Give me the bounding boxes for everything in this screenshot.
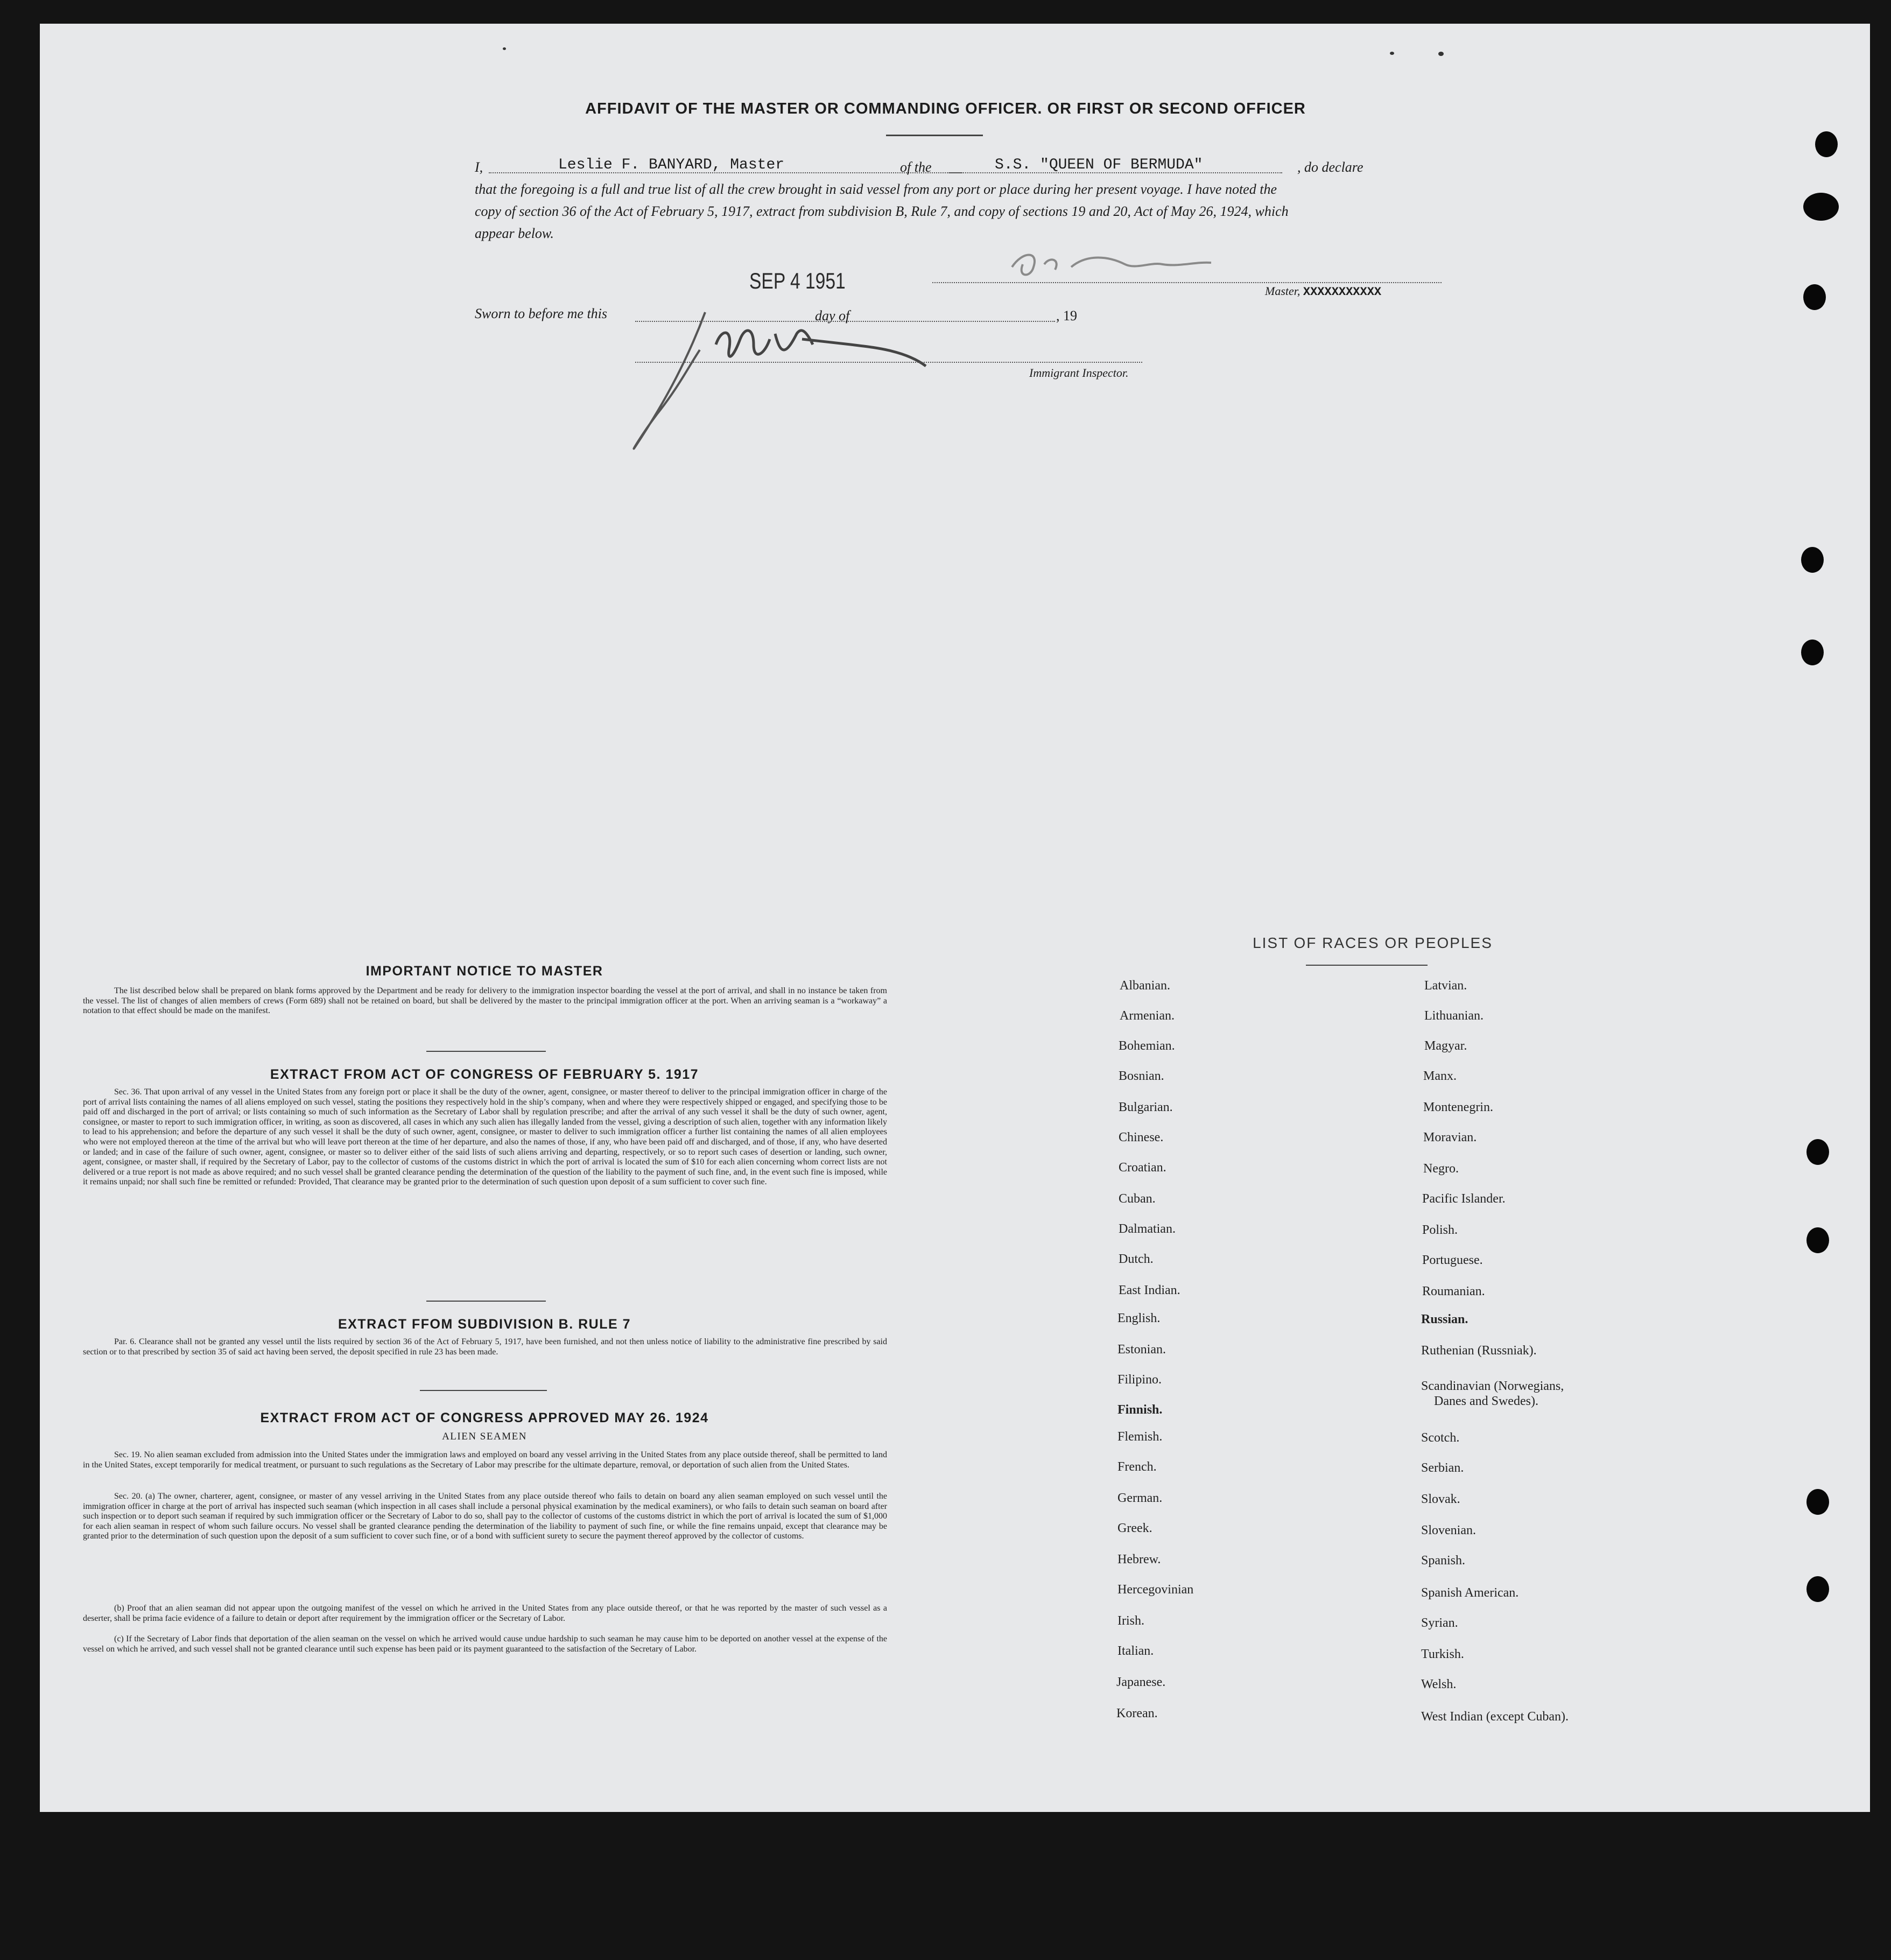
race-left: Chinese. — [1119, 1130, 1164, 1144]
punch-hole — [1801, 547, 1824, 573]
master-signature-line — [932, 282, 1442, 283]
notice-rule — [426, 1051, 546, 1052]
inspector-signature — [624, 301, 947, 458]
speck — [1390, 52, 1394, 55]
punch-hole — [1815, 131, 1838, 157]
punch-hole — [1806, 1576, 1829, 1602]
declaration-line-4: appear below. — [475, 226, 554, 241]
rule-7-heading: EXTRACT FFOM SUBDIVISION B. RULE 7 — [338, 1317, 631, 1332]
title-rule — [886, 135, 983, 136]
race-right: Spanish. — [1421, 1554, 1466, 1568]
sec-19-text: Sec. 19. No alien seaman excluded from admission into the United States under the immigration laws and employed on board any vessel arriving in the United States from any place outside thereof, shall be permitted to land in the United States, except temporarily for medical treatment, or pursuant to such regulations as the Secretary of Labor may prescribe for the ultimate departure, removal, or deportation of such alien from the United States. — [83, 1450, 887, 1470]
race-left: East Indian. — [1119, 1283, 1180, 1297]
race-left: Bosnian. — [1119, 1069, 1164, 1083]
document-page — [40, 24, 1870, 1812]
affidavit-title: AFFIDAVIT OF THE MASTER OR COMMANDING OFFICER. OR FIRST OR SECOND OFFICER — [585, 100, 1306, 117]
inspector-label: Immigrant Inspector. — [1029, 366, 1129, 380]
race-left: English. — [1117, 1311, 1161, 1325]
race-right: Magyar. — [1424, 1039, 1467, 1053]
races-heading: LIST OF RACES OR PEOPLES — [1253, 935, 1493, 951]
race-left: Finnish. — [1117, 1403, 1163, 1417]
extract-1917-heading: EXTRACT FROM ACT OF CONGRESS OF FEBRUARY 5. 1917 — [270, 1067, 699, 1082]
sec-20c-text: (c) If the Secretary of Labor finds that deportation of the alien seaman on the vessel on which he arrived would cause undue hardship to such seaman he may cause him to be deported on another vessel at the expense of the vessel on which he arrived, and such vessel shall not be granted clearance until such expense has been paid or its payment guaranteed to the satisfaction of the Secretary of Labor. — [83, 1634, 887, 1654]
race-right: Portuguese. — [1422, 1253, 1483, 1267]
punch-hole — [1801, 640, 1824, 665]
alien-seamen-subheading: ALIEN SEAMEN — [442, 1431, 527, 1442]
sec-20a-text: Sec. 20. (a) The owner, charterer, agent, consignee, or master of any vessel arriving in the United States from any place outside thereof who fails to detain on board any alien seaman employed on such vessel until the immigration officer in charge at the port of arrival has inspected such seaman (which inspection in all cases shall include a personal physical examination by the medical examiners), or who fails to detain such seaman on board after such inspection or to deport such seaman if required by such immigration officer or the Secretary of Labor to do so, shall pay to the collector of customs of the customs district in which the port of arrival is located the sum of $1,000 for each alien seaman in respect of whom such failure occurs. No vessel shall be granted clearance pending the determination of the liability to payment of such fine, or while the fine remains unpaid, except that clearance may be granted prior to the determination of such question upon the deposit of a sum sufficient to cover such fine, or of a bond with sufficient surety to secure the payment thereof approved by the collector of customs. — [83, 1492, 887, 1541]
race-right: Pacific Islander. — [1422, 1192, 1506, 1206]
do-declare-label: , do declare — [1297, 159, 1363, 175]
master-label: Master, — [1265, 284, 1300, 298]
declaration — [475, 156, 1442, 244]
race-right: Montenegrin. — [1423, 1100, 1493, 1114]
punch-hole — [1803, 284, 1826, 310]
notice-heading: IMPORTANT NOTICE TO MASTER — [365, 964, 603, 979]
master-struck-text: XXXXXXXXXXX — [1303, 285, 1382, 299]
race-right: Lithuanian. — [1424, 1009, 1484, 1023]
rule-7-text: Par. 6. Clearance shall not be granted any vessel until the lists required by section 36 of the Act of February 5, 1917, have been furnished, and not then unless notice of liability to the administrative fine prescribed by said section or to that prescribed by section 35 of said act having been served, the deposit specified in rule 23 has been made. — [83, 1337, 887, 1357]
race-right: Scandinavian (Norwegians, — [1421, 1379, 1564, 1393]
inspector-signature-line — [635, 362, 1142, 363]
race-right: Scotch. — [1421, 1431, 1460, 1445]
race-right: Roumanian. — [1422, 1284, 1485, 1298]
race-right: Russian. — [1421, 1312, 1468, 1326]
master-signature — [1001, 240, 1227, 289]
sworn-label: Sworn to before me this — [475, 306, 608, 321]
race-left: Greek. — [1117, 1521, 1152, 1535]
race-left: Croatian. — [1119, 1161, 1166, 1175]
punch-hole — [1806, 1489, 1829, 1515]
notice-text: The list described below shall be prepared on blank forms approved by the Department and be ready for delivery to the immigration inspector boarding the vessel at the port of arrival, and shall in no instance be taken from the vessel. The list of changes of alien members of crews (Form 689) shall not be retained on board, but shall be delivered by the master to the principal immigration officer at the port. When an arriving seaman is a “workaway” a notation to that effect should be made on the manifest. — [83, 986, 887, 1016]
sec-20b-text: (b) Proof that an alien seaman did not appear upon the outgoing manifest of the vessel on which he arrived in the United States from any place outside thereof, or that he was reported by the master of such vessel as a deserter, shall be prima facie evidence of a failure to detain or deport after requirement by the immigration officer or the Secretary of Labor. — [83, 1604, 887, 1623]
race-right: Moravian. — [1423, 1130, 1477, 1144]
punch-hole — [1803, 193, 1839, 221]
race-left: Estonian. — [1117, 1343, 1166, 1357]
speck — [1438, 52, 1444, 56]
race-right: Welsh. — [1421, 1677, 1457, 1691]
race-left: Irish. — [1117, 1614, 1144, 1628]
race-right: Danes and Swedes). — [1434, 1394, 1538, 1408]
race-left: Hercegovinian — [1117, 1583, 1194, 1597]
race-left: Filipino. — [1117, 1373, 1162, 1387]
race-left: Albanian. — [1120, 979, 1170, 993]
race-left: Flemish. — [1117, 1430, 1163, 1444]
race-right: West Indian (except Cuban). — [1421, 1710, 1569, 1724]
race-left: Bulgarian. — [1119, 1100, 1173, 1114]
extract-1924-heading: EXTRACT FROM ACT OF CONGRESS APPROVED MAY 26. 1924 — [260, 1410, 709, 1425]
race-right: Turkish. — [1421, 1647, 1464, 1661]
extract-1917-text: Sec. 36. That upon arrival of any vessel in the United States from any foreign port or place it shall be the duty of the owner, agent, consignee, or master thereof to deliver to the principal immigration officer in charge of the port of arrival lists containing the names of all aliens employed on such vessel, stating the positions they respectively hold in the ship’s company, when and where they were respectively shipped or engaged, and specifying those to be paid off and discharged in the port of arrival; or lists containing so much of such information as the Secretary of Labor shall by regulation prescribe; and after the arrival of any such vessel it shall be the duty of such owner, agent, consignee, or master to report to such immigration officer, in writing, as soon as discovered, all cases in which any such alien has illegally landed from the vessel, giving a description of such alien, together with any information likely to lead to his apprehension; and before the departure of any such vessel it shall be the duty of such owner, agent, consignee, or master to deliver to such immigration officer a further list containing the names of all alien employees who were not employed thereon at the time of the arrival but who will leave port thereon at the time of her departure, and also the names of those, if any, who have been paid off and discharged, and of those, if any, who have deserted or landed; and in case of the failure of such owner, agent, consignee, or master so to deliver either of the said lists of such aliens arriving and departing, respectively, or so to report such cases of desertion or landing, such owner, agent, consignee, or master shall, if required by the Secretary of Labor, pay to the collector of customs of the customs district in which the port of arrival is located the sum of $10 for each alien concerning whom correct lists are not delivered or a true report is not made as above required; and no such vessel shall be granted clearance pending the determination of the question of the liability to the payment of such fine, and, in the event such fine is imposed, while it remains unpaid; nor shall such fine be remitted or refunded: Provided, That clearance may be granted prior to the determination of such question upon deposit of a sum sufficient to cover such fine. — [83, 1087, 887, 1187]
master-name: Leslie F. BANYARD, Master — [558, 157, 785, 173]
races-rule — [1306, 965, 1428, 966]
race-left: Bohemian. — [1119, 1039, 1175, 1053]
race-left: Dutch. — [1119, 1252, 1154, 1266]
rule-7-rule — [420, 1390, 547, 1391]
punch-hole — [1806, 1227, 1829, 1253]
punch-hole — [1806, 1139, 1829, 1165]
race-right: Ruthenian (Russniak). — [1421, 1344, 1537, 1358]
race-left: Dalmatian. — [1119, 1222, 1176, 1236]
vessel-name: S.S. "QUEEN OF BERMUDA" — [995, 157, 1203, 173]
race-left: Japanese. — [1116, 1675, 1166, 1689]
race-right: Slovenian. — [1421, 1523, 1476, 1537]
race-right: Polish. — [1422, 1223, 1458, 1237]
race-left: Cuban. — [1119, 1192, 1156, 1206]
race-left: Armenian. — [1120, 1009, 1175, 1023]
race-right: Latvian. — [1424, 979, 1467, 993]
race-right: Syrian. — [1421, 1616, 1458, 1630]
race-left: Italian. — [1117, 1644, 1154, 1658]
day-of-label: day of — [815, 308, 850, 324]
master-title — [1265, 284, 1381, 299]
race-left: German. — [1117, 1491, 1163, 1505]
declaration-line-2: that the foregoing is a full and true list of all the crew brought in said vessel from any port or place during her present voyage. I have noted the — [475, 181, 1277, 197]
date-stamp: SEP 4 1951 — [749, 268, 846, 293]
declaration-line-3: copy of section 36 of the Act of February 5, 1917, extract from subdivision B, Rule 7, and copy of sections 19 and 20, Act of May 26, 1924, which — [475, 203, 1289, 219]
race-right: Serbian. — [1421, 1461, 1464, 1475]
race-left: Hebrew. — [1117, 1552, 1161, 1566]
race-right: Spanish American. — [1421, 1586, 1519, 1600]
race-left: French. — [1117, 1460, 1157, 1474]
pronoun: I, — [475, 159, 483, 175]
speck — [503, 47, 506, 50]
race-right: Negro. — [1423, 1162, 1459, 1176]
of-the-label: of the — [900, 159, 932, 175]
extract-1917-rule — [426, 1301, 546, 1302]
race-right: Manx. — [1423, 1069, 1457, 1083]
year-label: , 19 — [1056, 308, 1077, 324]
race-right: Slovak. — [1421, 1492, 1460, 1506]
race-left: Korean. — [1116, 1706, 1158, 1720]
